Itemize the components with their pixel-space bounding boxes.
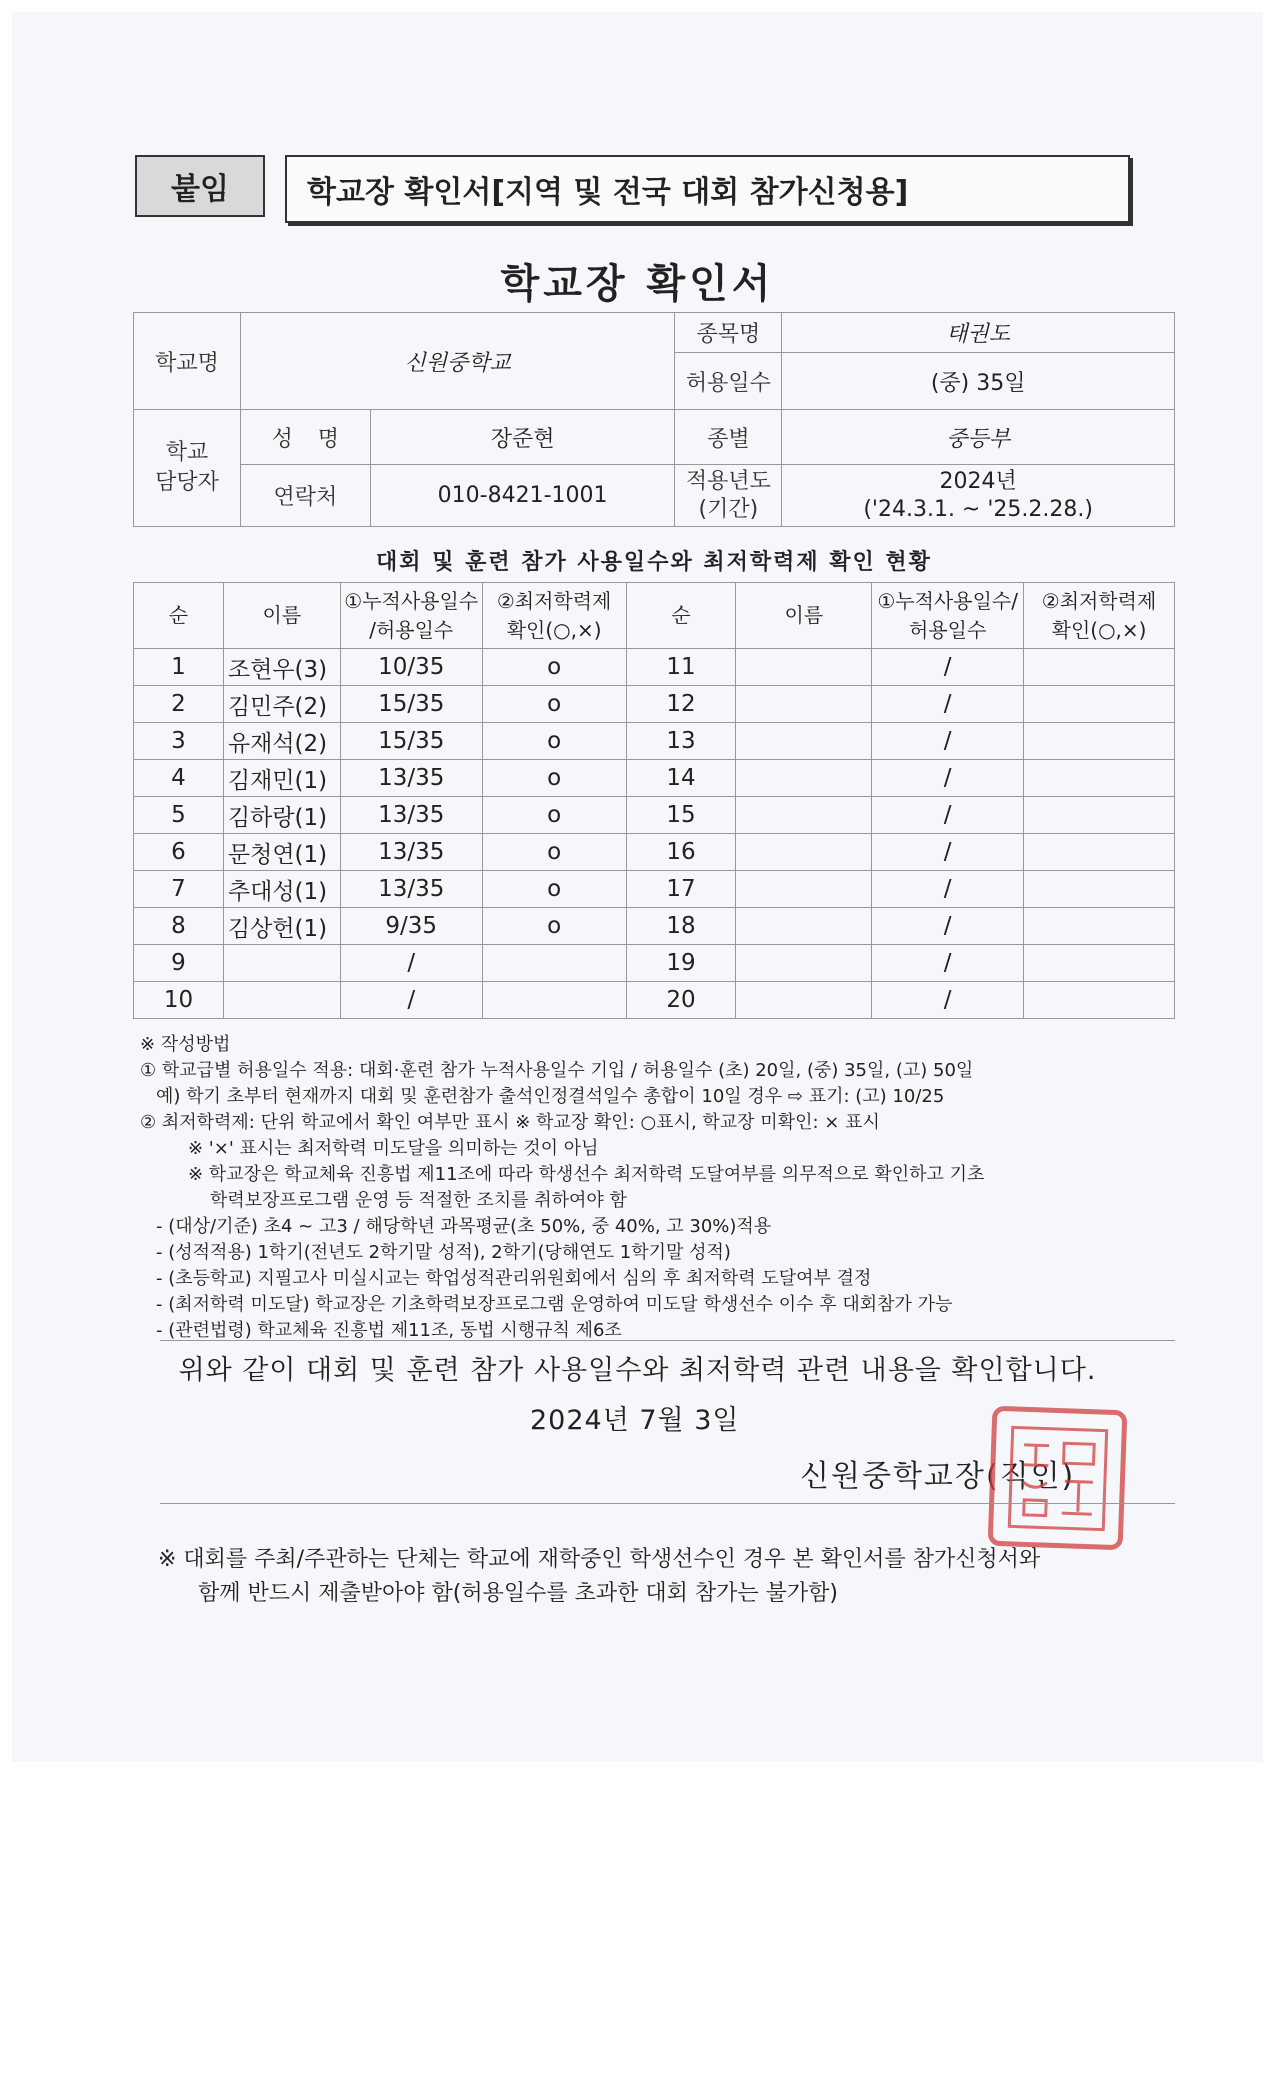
- seal-icon: [1001, 1419, 1115, 1538]
- cell-check-2: [1024, 834, 1175, 871]
- cell-no: 9: [134, 945, 224, 982]
- school-name: 신원중학교: [240, 313, 675, 410]
- athlete-table: [133, 582, 1175, 1019]
- table-row: [134, 723, 1175, 760]
- period-value: ('24.3.1. ~ '25.2.28.): [863, 496, 1093, 522]
- header-title: 학교장 확인서[지역 및 전국 대회 참가신청용]: [285, 155, 1130, 223]
- signer-name: 신원중학교장(직인): [800, 1459, 1076, 1494]
- table-row: [134, 945, 1175, 982]
- cell-days: 9/35: [340, 908, 482, 945]
- cell-check: o: [482, 834, 626, 871]
- table-header-row: [134, 583, 1175, 649]
- note-line: - (성적적용) 1학기(전년도 2학기말 성적), 2학기(당해연도 1학기말 성적): [156, 1242, 731, 1263]
- table-row: [134, 908, 1175, 945]
- cell-days: 13/35: [340, 871, 482, 908]
- footer-note: [158, 1543, 1040, 1611]
- cell-no-2: 14: [626, 760, 736, 797]
- footer-line: 함께 반드시 제출받아야 함(허용일수를 초과한 대회 참가는 불가함): [198, 1581, 838, 1606]
- note-line: - (관련법령) 학교체육 진흥법 제11조, 동법 시행규칙 제6조: [156, 1320, 622, 1341]
- table-row: [134, 871, 1175, 908]
- allowed-value: (중) 35일: [782, 353, 1175, 410]
- note-line: - (초등학교) 지필고사 미실시교는 학업성적관리위원회에서 심의 후 최저학력 도달여부 결정: [156, 1268, 872, 1289]
- phone-label: 연락처: [240, 465, 370, 527]
- note-line: ② 최저학력제: 단위 학교에서 확인 여부만 표시 ※ 학교장 확인: ○표시, 학교장 미확인: × 표시: [140, 1112, 880, 1133]
- cell-name: 조현우(3): [223, 649, 340, 686]
- cell-days-2: /: [872, 982, 1024, 1019]
- cell-days: 13/35: [340, 834, 482, 871]
- cell-name-2: [736, 686, 872, 723]
- cell-days: 13/35: [340, 760, 482, 797]
- cell-no-2: 13: [626, 723, 736, 760]
- cell-days: /: [340, 945, 482, 982]
- cell-check-2: [1024, 723, 1175, 760]
- cell-no: 2: [134, 686, 224, 723]
- cell-no: 10: [134, 982, 224, 1019]
- cell-check-2: [1024, 982, 1175, 1019]
- contact-group-label: 학교 담당자: [134, 410, 241, 527]
- cell-check-2: [1024, 908, 1175, 945]
- table-row: [134, 834, 1175, 871]
- cell-days-2: /: [872, 908, 1024, 945]
- cell-days-2: /: [872, 871, 1024, 908]
- cell-days: /: [340, 982, 482, 1019]
- division-value: 중등부: [782, 410, 1175, 465]
- cell-check-2: [1024, 686, 1175, 723]
- confirmation-text: 위와 같이 대회 및 훈련 참가 사용일수와 최저학력 관련 내용을 확인합니다.: [178, 1355, 1097, 1386]
- cell-name-2: [736, 945, 872, 982]
- cell-name: 김재민(1): [223, 760, 340, 797]
- cell-days-2: /: [872, 797, 1024, 834]
- note-line: ※ 작성방법: [140, 1034, 231, 1055]
- division-label: 종별: [675, 410, 782, 465]
- col-header-days: ①누적사용일수 /허용일수: [340, 583, 482, 649]
- cell-days: 13/35: [340, 797, 482, 834]
- cell-no-2: 11: [626, 649, 736, 686]
- cell-name-2: [736, 834, 872, 871]
- year-cell: [782, 465, 1175, 527]
- cell-days-2: /: [872, 649, 1024, 686]
- cell-name: [223, 982, 340, 1019]
- allowed-label: 허용일수: [675, 353, 782, 410]
- note-line: ※ '×' 표시는 최저학력 미도달을 의미하는 것이 아님: [188, 1138, 599, 1159]
- cell-check: o: [482, 797, 626, 834]
- attachment-tag: 붙임: [135, 155, 265, 217]
- cell-name: 유재석(2): [223, 723, 340, 760]
- instructions: [140, 1032, 1180, 1344]
- cell-no: 1: [134, 649, 224, 686]
- document-header: [135, 155, 1130, 223]
- cell-name: 김하랑(1): [223, 797, 340, 834]
- cell-name: 김민주(2): [223, 686, 340, 723]
- table-row: [134, 797, 1175, 834]
- table-row: [134, 760, 1175, 797]
- col-header-check-2: ②최저학력제 확인(○,×): [1024, 583, 1175, 649]
- cell-name-2: [736, 649, 872, 686]
- note-line: - (대상/기준) 초4 ~ 고3 / 해당학년 과목평균(초 50%, 중 40%, 고 30%)적용: [156, 1216, 772, 1237]
- col-header-days-2: ①누적사용일수/ 허용일수: [872, 583, 1024, 649]
- cell-no: 4: [134, 760, 224, 797]
- note-line: - (최저학력 미도달) 학교장은 기초학력보장프로그램 운영하여 미도달 학생선수 이수 후 대회참가 가능: [156, 1294, 953, 1315]
- school-label: 학교명: [134, 313, 241, 410]
- cell-check: o: [482, 686, 626, 723]
- cell-name: 김상헌(1): [223, 908, 340, 945]
- cell-no-2: 19: [626, 945, 736, 982]
- cell-no: 3: [134, 723, 224, 760]
- note-line: ① 학교급별 허용일수 적용: 대회·훈련 참가 누적사용일수 기입 / 허용일수 (초) 20일, (중) 35일, (고) 50일: [140, 1060, 974, 1081]
- col-header-name: 이름: [223, 583, 340, 649]
- year-value: 2024년: [939, 468, 1017, 494]
- cell-days-2: /: [872, 834, 1024, 871]
- cell-check: [482, 982, 626, 1019]
- col-header-no: 순: [134, 583, 224, 649]
- cell-check: o: [482, 649, 626, 686]
- cell-check-2: [1024, 649, 1175, 686]
- table-row: [134, 686, 1175, 723]
- event-value: 태권도: [782, 313, 1175, 353]
- event-label: 종목명: [675, 313, 782, 353]
- cell-name-2: [736, 982, 872, 1019]
- cell-days: 15/35: [340, 686, 482, 723]
- footer-line: ※ 대회를 주최/주관하는 단체는 학교에 재학중인 학생선수인 경우 본 확인서를 참가신청서와: [158, 1547, 1041, 1572]
- cell-no-2: 15: [626, 797, 736, 834]
- cell-check: o: [482, 908, 626, 945]
- cell-no: 6: [134, 834, 224, 871]
- year-label: 적용년도 (기간): [675, 465, 782, 527]
- cell-name-2: [736, 871, 872, 908]
- info-table: [133, 312, 1175, 527]
- note-line: 학력보장프로그램 운영 등 적절한 조치를 취하여야 함: [210, 1190, 627, 1211]
- cell-check: o: [482, 871, 626, 908]
- cell-no-2: 16: [626, 834, 736, 871]
- cell-check-2: [1024, 760, 1175, 797]
- document-title: 학교장 확인서: [500, 261, 775, 307]
- note-line: ※ 학교장은 학교체육 진흥법 제11조에 따라 학생선수 최저학력 도달여부를 의무적으로 확인하고 기초: [188, 1164, 985, 1185]
- cell-days-2: /: [872, 686, 1024, 723]
- cell-no-2: 12: [626, 686, 736, 723]
- phone-value: 010-8421-1001: [370, 465, 675, 527]
- cell-no: 8: [134, 908, 224, 945]
- table-row: [134, 649, 1175, 686]
- note-line: 예) 학기 초부터 현재까지 대회 및 훈련참가 출석인정결석일수 총합이 10일 경우 ⇨ 표기: (고) 10/25: [156, 1086, 945, 1107]
- cell-name: 추대성(1): [223, 871, 340, 908]
- cell-name-2: [736, 797, 872, 834]
- issue-date: 2024년 7월 3일: [530, 1405, 740, 1436]
- cell-days: 10/35: [340, 649, 482, 686]
- divider: [160, 1503, 1175, 1504]
- divider: [160, 1340, 1175, 1341]
- table-row: [134, 982, 1175, 1019]
- cell-name: [223, 945, 340, 982]
- cell-no: 7: [134, 871, 224, 908]
- cell-name-2: [736, 723, 872, 760]
- cell-days: 15/35: [340, 723, 482, 760]
- cell-no-2: 17: [626, 871, 736, 908]
- person-name: 장준현: [370, 410, 675, 465]
- col-header-no-2: 순: [626, 583, 736, 649]
- cell-days-2: /: [872, 945, 1024, 982]
- cell-check-2: [1024, 945, 1175, 982]
- cell-no: 5: [134, 797, 224, 834]
- person-label: 성 명: [240, 410, 370, 465]
- cell-no-2: 20: [626, 982, 736, 1019]
- cell-name-2: [736, 760, 872, 797]
- cell-days-2: /: [872, 760, 1024, 797]
- section-title: 대회 및 훈련 참가 사용일수와 최저학력제 확인 현황: [376, 550, 932, 575]
- cell-days-2: /: [872, 723, 1024, 760]
- cell-no-2: 18: [626, 908, 736, 945]
- cell-check-2: [1024, 871, 1175, 908]
- col-header-check: ②최저학력제 확인(○,×): [482, 583, 626, 649]
- cell-check-2: [1024, 797, 1175, 834]
- cell-check: o: [482, 760, 626, 797]
- cell-name: 문청연(1): [223, 834, 340, 871]
- cell-check: [482, 945, 626, 982]
- cell-check: o: [482, 723, 626, 760]
- official-seal: [988, 1406, 1128, 1551]
- col-header-name-2: 이름: [736, 583, 872, 649]
- cell-name-2: [736, 908, 872, 945]
